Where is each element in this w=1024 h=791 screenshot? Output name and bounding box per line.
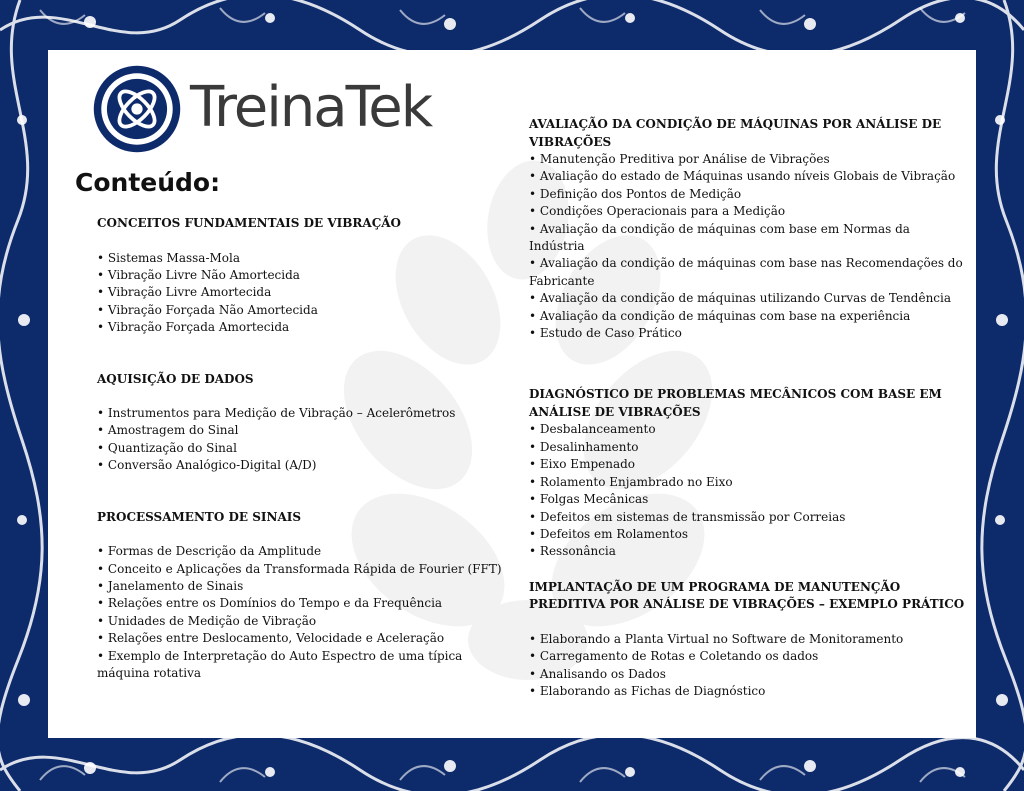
list-item: • Avaliação da condição de máquinas utilizando Curvas de Tendência [529,290,969,307]
brand-name: TreinaTek [190,74,432,140]
list-item: • Quantização do Sinal [97,440,517,457]
list-item: • Eixo Empenado [529,456,969,473]
list-item: • Defeitos em sistemas de transmissão por Correias [529,509,969,526]
list-item: • Relações entre Deslocamento, Velocidade e Aceleração [97,630,517,647]
list-item: • Amostragem do Sinal [97,422,517,439]
section-heading: DIAGNÓSTICO DE PROBLEMAS MECÂNICOS COM BASE EM ANÁLISE DE VIBRAÇÕES [529,387,942,419]
list-item: • Conceito e Aplicações da Transformada Rápida de Fourier (FFT) [97,561,517,578]
list-item: • Manutenção Preditiva por Análise de Vibrações [529,151,969,168]
section-heading: AQUISIÇÃO DE DADOS [97,371,254,386]
left-column [97,215,517,682]
list-item: • Avaliação da condição de máquinas com base nas Recomendações do Fabricante [529,255,969,290]
list-item: • Vibração Livre Não Amortecida [97,267,517,284]
list-item: • Exemplo de Interpretação do Auto Espectro de uma típica máquina rotativa [97,648,517,683]
list-item: • Janelamento de Sinais [97,578,517,595]
section-list [97,250,517,337]
list-item: • Avaliação do estado de Máquinas usando níveis Globais de Vibração [529,168,969,185]
list-item: • Vibração Forçada Não Amortecida [97,302,517,319]
list-item: • Folgas Mecânicas [529,491,969,508]
list-item: • Condições Operacionais para a Medição [529,203,969,220]
list-item: • Vibração Forçada Amortecida [97,319,517,336]
page-title: Conteúdo: [75,168,221,197]
section-heading: AVALIAÇÃO DA CONDIÇÃO DE MÁQUINAS POR ANÁLISE DE VIBRAÇÕES [529,117,942,149]
list-item: • Instrumentos para Medição de Vibração – Acelerômetros [97,405,517,422]
list-item: • Conversão Analógico-Digital (A/D) [97,457,517,474]
section-heading: PROCESSAMENTO DE SINAIS [97,509,302,524]
list-item: • Rolamento Enjambrado no Eixo [529,474,969,491]
list-item: • Elaborando a Planta Virtual no Software de Monitoramento [529,631,969,648]
list-item: • Ressonância [529,543,969,560]
list-item: • Unidades de Medição de Vibração [97,613,517,630]
list-item: • Relações entre os Domínios do Tempo e da Frequência [97,595,517,612]
section-list [529,151,969,342]
list-item: • Defeitos em Rolamentos [529,526,969,543]
list-item: • Sistemas Massa-Mola [97,250,517,267]
section-list [97,543,517,682]
list-item: • Desalinhamento [529,439,969,456]
section-list [529,421,969,560]
section-list [529,631,969,701]
brand-logo [90,62,431,156]
content-card [48,50,976,738]
list-item: • Vibração Livre Amortecida [97,284,517,301]
list-item: • Definição dos Pontos de Medição [529,186,969,203]
section-heading: IMPLANTAÇÃO DE UM PROGRAMA DE MANUTENÇÃO PREDITIVA POR ANÁLISE DE VIBRAÇÕES – EXEMPLO PRÁTICO [529,579,965,612]
list-item: • Carregamento de Rotas e Coletando os dados [529,648,969,665]
right-column [529,116,969,700]
list-item: • Elaborando as Fichas de Diagnóstico [529,683,969,700]
list-item: • Estudo de Caso Prático [529,325,969,342]
list-item: • Avaliação da condição de máquinas com base na experiência [529,308,969,325]
treinatek-emblem-icon [90,62,184,156]
list-item: • Desbalanceamento [529,421,969,438]
list-item: • Avaliação da condição de máquinas com base em Normas da Indústria [529,221,969,256]
list-item: • Formas de Descrição da Amplitude [97,543,517,560]
list-item: • Analisando os Dados [529,666,969,683]
section-list [97,405,517,475]
section-heading: CONCEITOS FUNDAMENTAIS DE VIBRAÇÃO [97,216,402,230]
